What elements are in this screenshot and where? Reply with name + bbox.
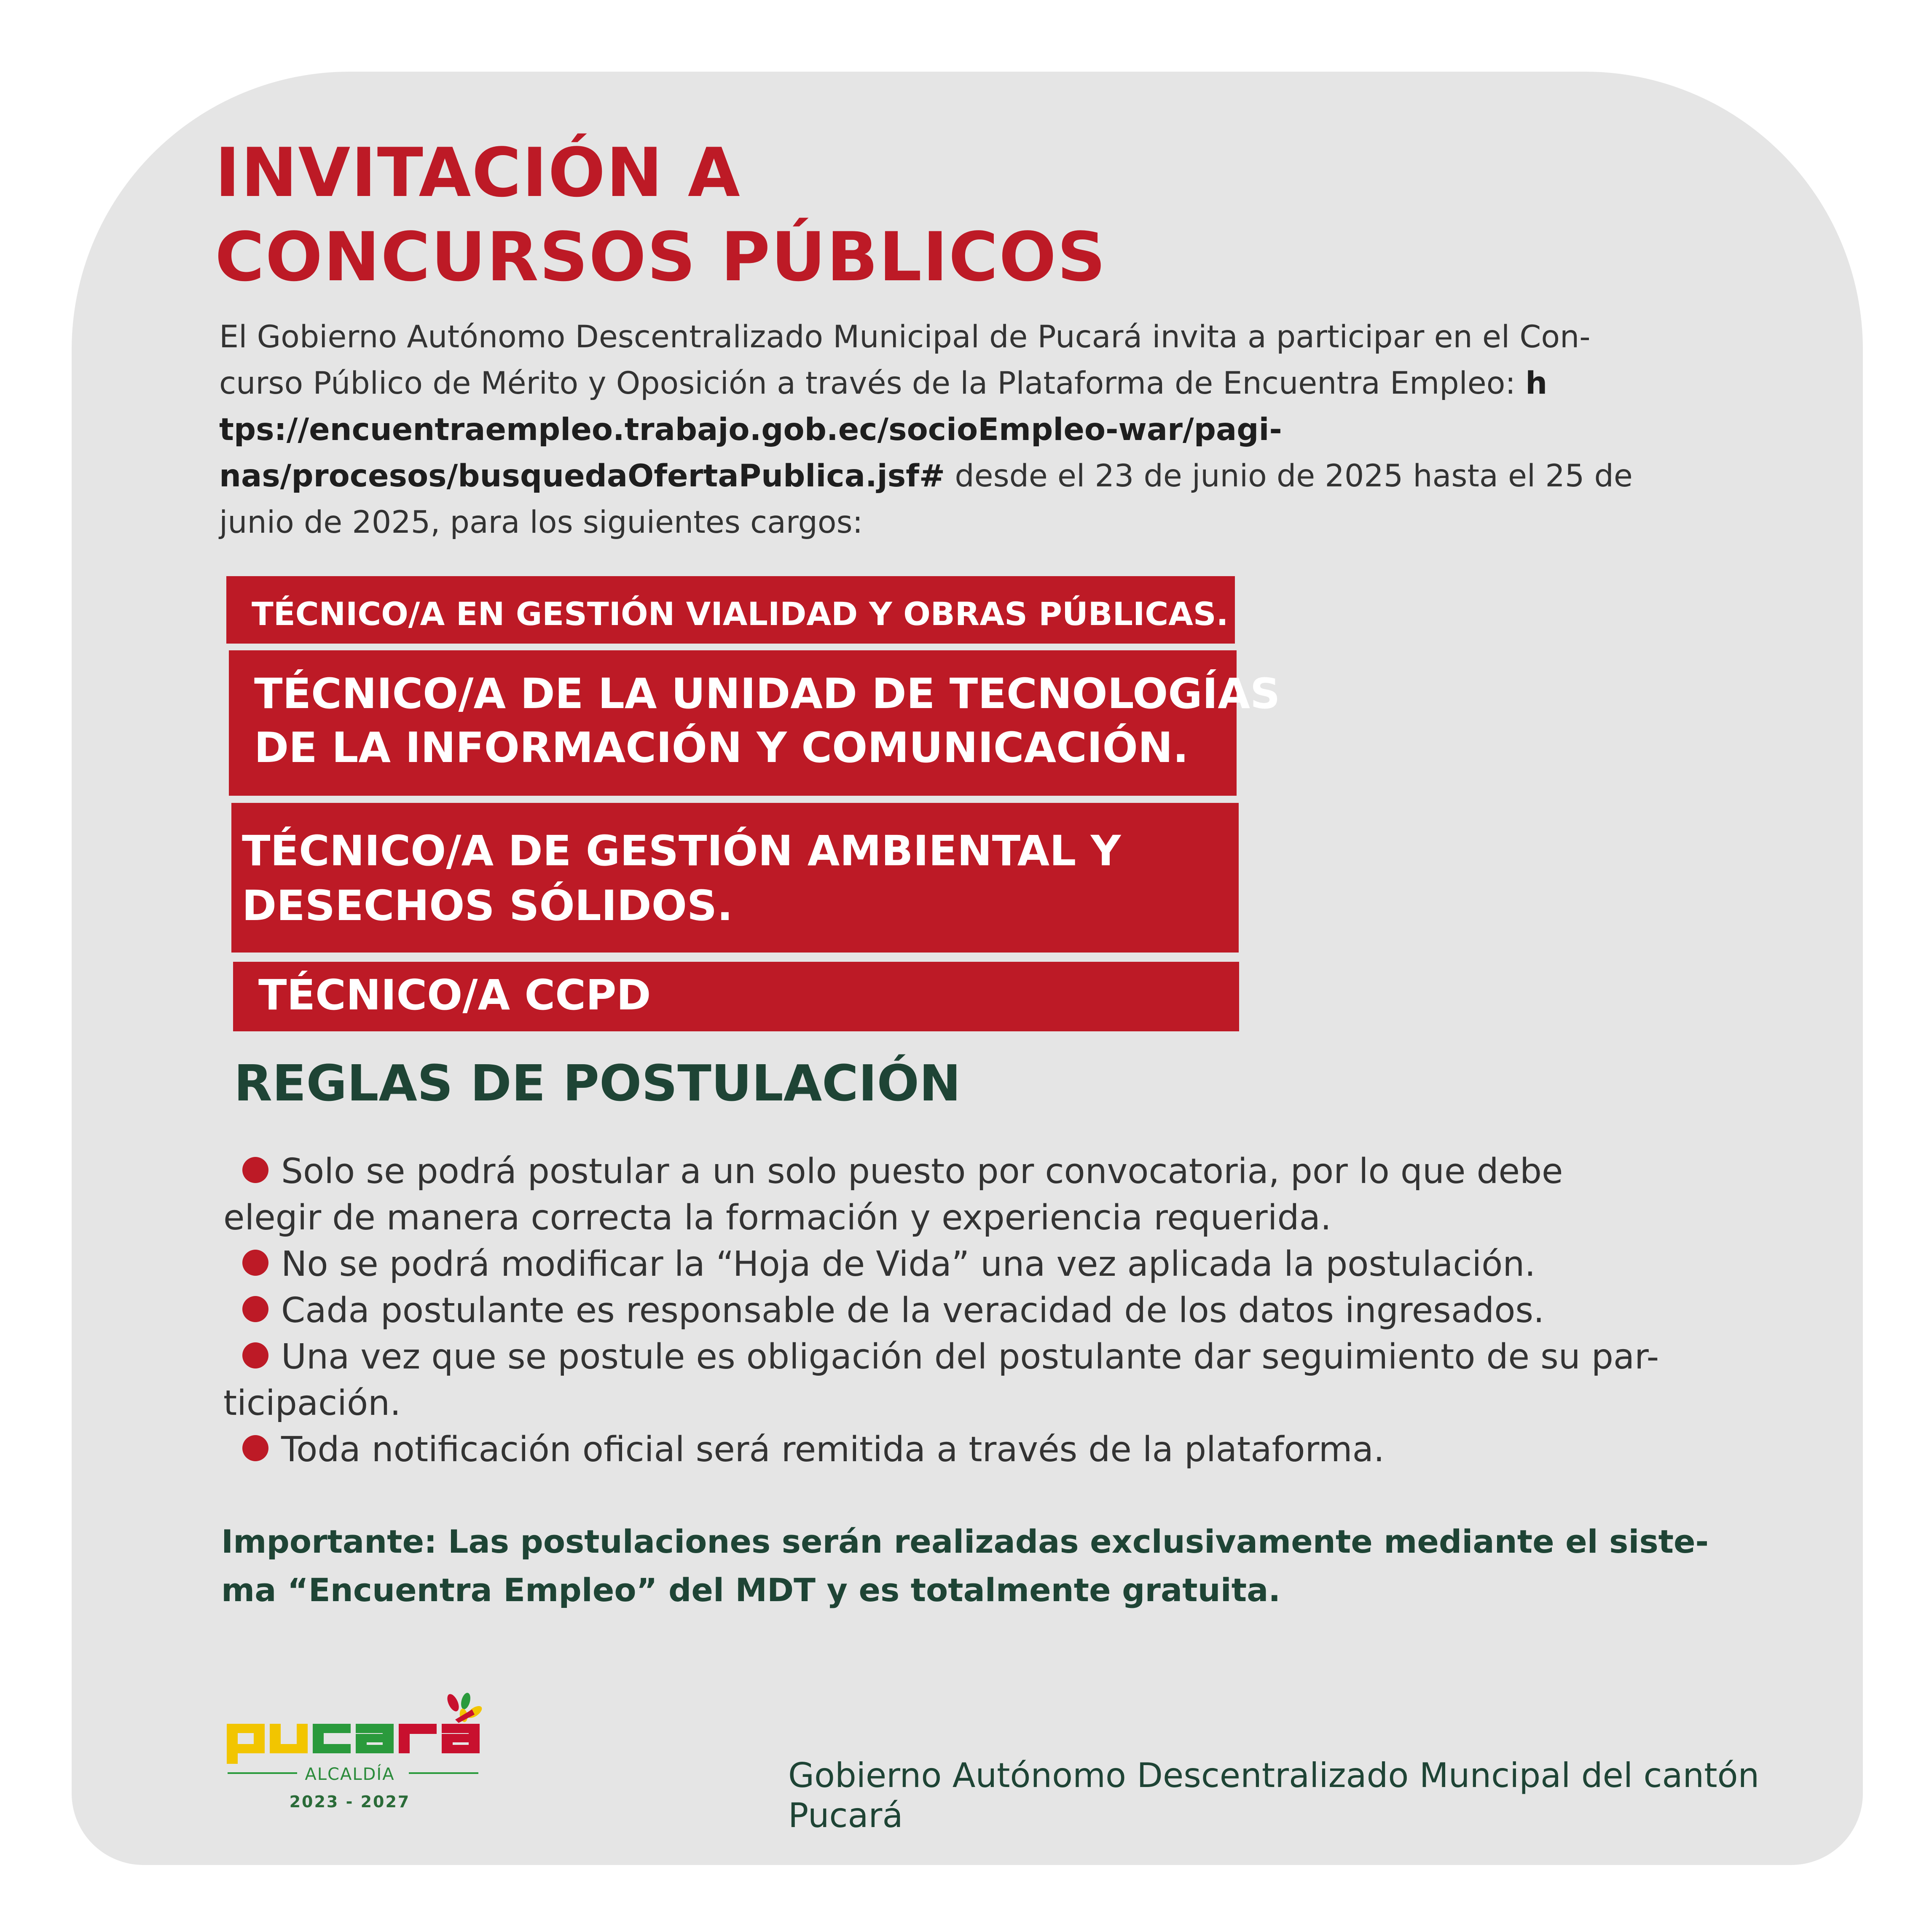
logo-subtitle: ALCALDÍA bbox=[305, 1765, 395, 1784]
rules-list bbox=[223, 1148, 1825, 1473]
intro-text: desde el 23 de junio de 2025 hasta el 25 de bbox=[945, 458, 1633, 494]
title-line-1: INVITACIÓN A bbox=[215, 133, 741, 212]
rule-text: Solo se podrá postular a un solo puesto por convocatoria, por lo que debe bbox=[281, 1151, 1563, 1191]
footer-institution bbox=[788, 1755, 1821, 1835]
rule-item bbox=[223, 1334, 1825, 1427]
platform-link[interactable]: h bbox=[1525, 365, 1548, 401]
rule-item bbox=[223, 1427, 1825, 1473]
logo-wordmark bbox=[227, 1709, 480, 1764]
intro-line bbox=[219, 453, 1779, 499]
important-line: Importante: Las postulaciones serán realizadas exclusivamente mediante el siste- bbox=[221, 1523, 1709, 1560]
page-title bbox=[215, 131, 1106, 299]
rules-heading: REGLAS DE POSTULACIÓN bbox=[234, 1054, 961, 1112]
bullet-dot-icon bbox=[242, 1157, 268, 1183]
position-box-tecnologias bbox=[229, 650, 1280, 796]
footer-line: Pucará bbox=[788, 1796, 903, 1835]
rule-text: Una vez que se postule es obligación del postulante dar seguimiento de su par- bbox=[281, 1337, 1659, 1377]
important-line: ma “Encuentra Empleo” del MDT y es totalmente gratuita. bbox=[221, 1571, 1281, 1609]
intro-text: curso Público de Mérito y Oposición a través de la Plataforma de Encuentra Empleo: bbox=[219, 365, 1526, 401]
position-label: TÉCNICO/A DE LA UNIDAD DE TECNOLOGÍAS bbox=[254, 670, 1280, 718]
intro-line: junio de 2025, para los siguientes cargos: bbox=[219, 504, 863, 540]
position-label: DE LA INFORMACIÓN Y COMUNICACIÓN. bbox=[254, 724, 1189, 772]
rule-item bbox=[223, 1288, 1825, 1334]
footer-line: Gobierno Autónomo Descentralizado Muncipal del cantón bbox=[788, 1756, 1760, 1795]
rule-item bbox=[223, 1241, 1825, 1288]
position-label: DESECHOS SÓLIDOS. bbox=[242, 882, 733, 930]
rule-text: No se podrá modificar la “Hoja de Vida” una vez aplicada la postulación. bbox=[281, 1244, 1536, 1284]
position-box-ccpd bbox=[233, 962, 1239, 1031]
bullet-dot-icon bbox=[242, 1435, 268, 1461]
position-label: TÉCNICO/A DE GESTIÓN AMBIENTAL Y bbox=[242, 827, 1121, 875]
rule-text: elegir de manera correcta la formación y experiencia requerida. bbox=[223, 1198, 1331, 1238]
platform-link[interactable]: nas/procesos/busquedaOfertaPublica.jsf# bbox=[219, 458, 945, 494]
intro-line: El Gobierno Autónomo Descentralizado Municipal de Pucará invita a participar en el Con- bbox=[219, 319, 1591, 355]
bullet-dot-icon bbox=[242, 1250, 268, 1276]
bullet-dot-icon bbox=[242, 1342, 268, 1368]
title-line-2: CONCURSOS PÚBLICOS bbox=[215, 217, 1107, 296]
intro-paragraph bbox=[219, 314, 1779, 546]
rule-item bbox=[223, 1148, 1825, 1241]
platform-link[interactable]: tps://encuentraempleo.trabajo.gob.ec/socioEmpleo-war/pagi- bbox=[219, 412, 1282, 448]
position-box-vialidad bbox=[226, 576, 1235, 644]
position-box-ambiental bbox=[231, 803, 1239, 953]
intro-line bbox=[219, 360, 1779, 407]
bullet-dot-icon bbox=[242, 1296, 268, 1322]
rule-text: ticipación. bbox=[223, 1383, 401, 1423]
important-note bbox=[221, 1517, 1781, 1614]
position-label: TÉCNICO/A EN GESTIÓN VIALIDAD Y OBRAS PÚBLICAS. bbox=[252, 595, 1229, 633]
rule-text: Cada postulante es responsable de la veracidad de los datos ingresados. bbox=[281, 1291, 1545, 1331]
logo-years: 2023 - 2027 bbox=[289, 1792, 411, 1811]
position-label: TÉCNICO/A CCPD bbox=[258, 971, 651, 1020]
rule-text: Toda notificación oficial será remitida a través de la plataforma. bbox=[281, 1430, 1385, 1470]
